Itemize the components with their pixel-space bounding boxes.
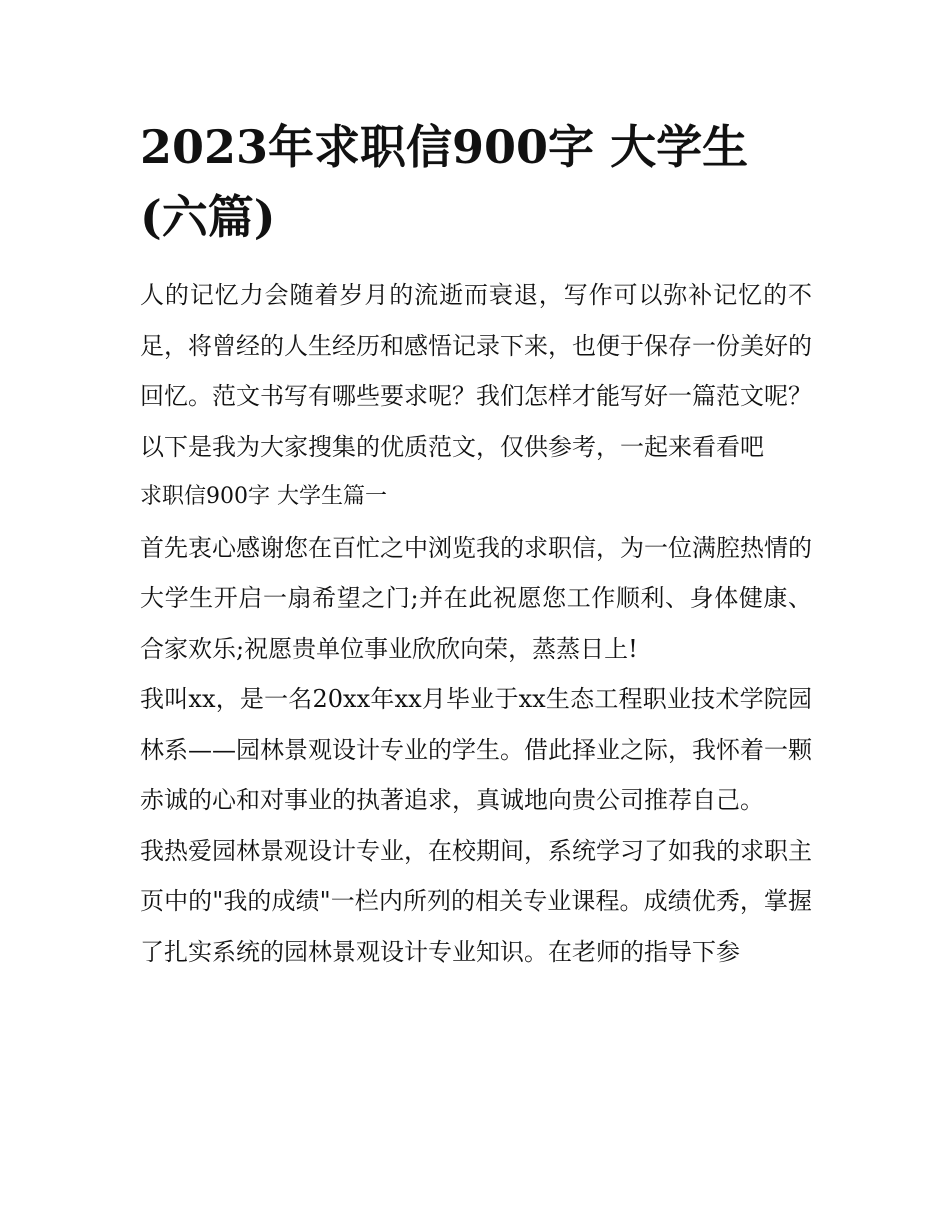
document-body (140, 270, 812, 977)
document-page (140, 112, 812, 977)
title-line-1: 2023年求职信900字 大学生 (140, 120, 749, 174)
intro-paragraph: 人的记忆力会随着岁月的流逝而衰退，写作可以弥补记忆的不足，将曾经的人生经历和感悟记录下来，也便于保存一份美好的回忆。范文书写有哪些要求呢？我们怎样才能写好一篇范文呢？以下是我为大家搜集的优质范文，仅供参考，一起来看看吧 (140, 281, 812, 461)
section-heading: 求职信900字 大学生篇一 (140, 484, 387, 509)
body-paragraph-3: 我热爱园林景观设计专业，在校期间，系统学习了如我的求职主页中的"我的成绩"一栏内所列的相关专业课程。成绩优秀，掌握了扎实系统的园林景观设计专业知识。在老师的指导下参 (140, 836, 812, 966)
body-paragraph-1: 首先衷心感谢您在百忙之中浏览我的求职信，为一位满腔热情的大学生开启一扇希望之门;并在此祝愿您工作顺利、身体健康、合家欢乐;祝愿贵单位事业欣欣向荣，蒸蒸日上! (140, 533, 812, 663)
body-paragraph-2: 我叫xx，是一名20xx年xx月毕业于xx生态工程职业技术学院园林系——园林景观设计专业的学生。借此择业之际，我怀着一颗赤诚的心和对事业的执著追求，真诚地向贵公司推荐自己。 (140, 685, 812, 814)
title-line-2: (六篇) (140, 190, 276, 244)
document-title (140, 112, 812, 252)
